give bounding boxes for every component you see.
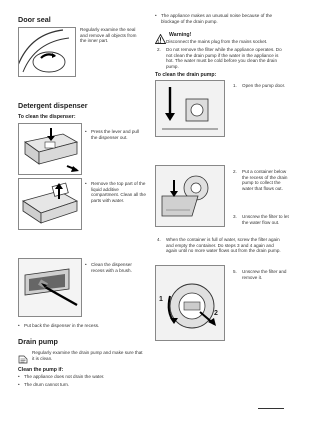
dispenser-recess-illustration bbox=[18, 258, 82, 317]
warning-item-2 bbox=[157, 47, 284, 69]
clean-step-2 bbox=[233, 169, 290, 191]
dispenser-put-back bbox=[24, 323, 149, 329]
door-seal-illustration bbox=[18, 27, 76, 77]
clean-step-text-5: Unscrew the filter and remove it. bbox=[242, 269, 287, 280]
clean-if-text-1: • The appliance does not drain the water. bbox=[24, 374, 104, 379]
step-1-text: • Press the lever and pull the dispenser out. bbox=[91, 129, 139, 140]
fig-label-2: 2 bbox=[214, 310, 218, 317]
noise-bullet bbox=[161, 13, 281, 24]
dispenser-step-2 bbox=[91, 181, 147, 203]
clean-step-text-2: Put a container below the recess of the drain pump to collect the water that flows out. bbox=[242, 169, 288, 191]
clean-step-text-1: Open the pump door. bbox=[242, 83, 286, 88]
clean-step-1 bbox=[233, 83, 290, 89]
clean-if-text-2: • The drum cannot turn. bbox=[24, 382, 69, 387]
fig-label-1: 1 bbox=[159, 296, 163, 303]
clean-step-num-5: 5. bbox=[233, 269, 237, 274]
dispenser-step-3 bbox=[91, 262, 145, 273]
clean-if-item-2 bbox=[24, 382, 149, 388]
clean-step-3 bbox=[233, 214, 290, 225]
clean-step-text-4: When the container is full of water, screw the filter again and empty the container. Do steps 3 and 4 again and again until no more water flows out from the drain pump. bbox=[166, 237, 281, 254]
container-illustration bbox=[155, 165, 225, 227]
page-footer-rule bbox=[258, 408, 284, 409]
warning-text-1: Disconnect the mains plug from the mains socket. bbox=[166, 39, 268, 44]
warning-num-1: 1. bbox=[157, 39, 161, 44]
put-back-text: • Put back the dispenser in the recess. bbox=[24, 323, 99, 328]
clean-if-item-1 bbox=[24, 374, 149, 380]
clean-if-title: Clean the pump if: bbox=[18, 367, 64, 373]
unscrew-filter-illustration bbox=[155, 265, 225, 341]
step-2-text: • Remove the top part of the liquid additive compartment. Clean all the parts with water. bbox=[91, 181, 146, 203]
dispenser-pull-illustration bbox=[18, 123, 82, 175]
clean-pump-title: To clean the drain pump: bbox=[155, 72, 217, 78]
clean-step-text-3: Unscrew the filter to let the water flow out. bbox=[242, 214, 289, 225]
drain-pump-text: Regularly examine the drain pump and make sure that it is clean. bbox=[32, 350, 143, 361]
dispenser-top-part-illustration bbox=[18, 178, 82, 230]
clean-step-num-2: 2. bbox=[233, 169, 237, 174]
info-icon bbox=[18, 351, 28, 360]
dispenser-step-1 bbox=[91, 129, 145, 140]
detergent-dispenser-title: Detergent dispenser bbox=[18, 101, 88, 110]
warning-item-1 bbox=[157, 39, 284, 45]
clean-step-num-1: 1. bbox=[233, 83, 237, 88]
warning-text-2: Do not remove the filter while the appliance operates. Do not clean the drain pump if the water in the appliance is hot. The water must be cold before you clean the drain pump. bbox=[166, 47, 282, 69]
clean-step-5 bbox=[233, 269, 290, 280]
step-3-text: • Clean the dispenser recess with a brush. bbox=[91, 262, 132, 273]
drain-pump-title: Drain pump bbox=[18, 337, 58, 346]
warning-num-2: 2. bbox=[157, 47, 161, 52]
noise-bullet-text: • The appliance makes an unusual noise because of the blockage of the drain pump. bbox=[161, 13, 272, 24]
clean-step-num-4: 4. bbox=[157, 237, 161, 242]
door-seal-text: Regularly examine the seal and remove all objects from the inner part. bbox=[80, 27, 137, 44]
dispenser-subtitle: To clean the dispenser: bbox=[18, 114, 76, 120]
clean-step-num-3: 3. bbox=[233, 214, 237, 219]
pump-door-illustration bbox=[155, 80, 225, 137]
warning-title: Warning! bbox=[169, 32, 192, 38]
clean-step-4 bbox=[157, 237, 286, 254]
door-seal-title: Door seal bbox=[18, 15, 51, 24]
